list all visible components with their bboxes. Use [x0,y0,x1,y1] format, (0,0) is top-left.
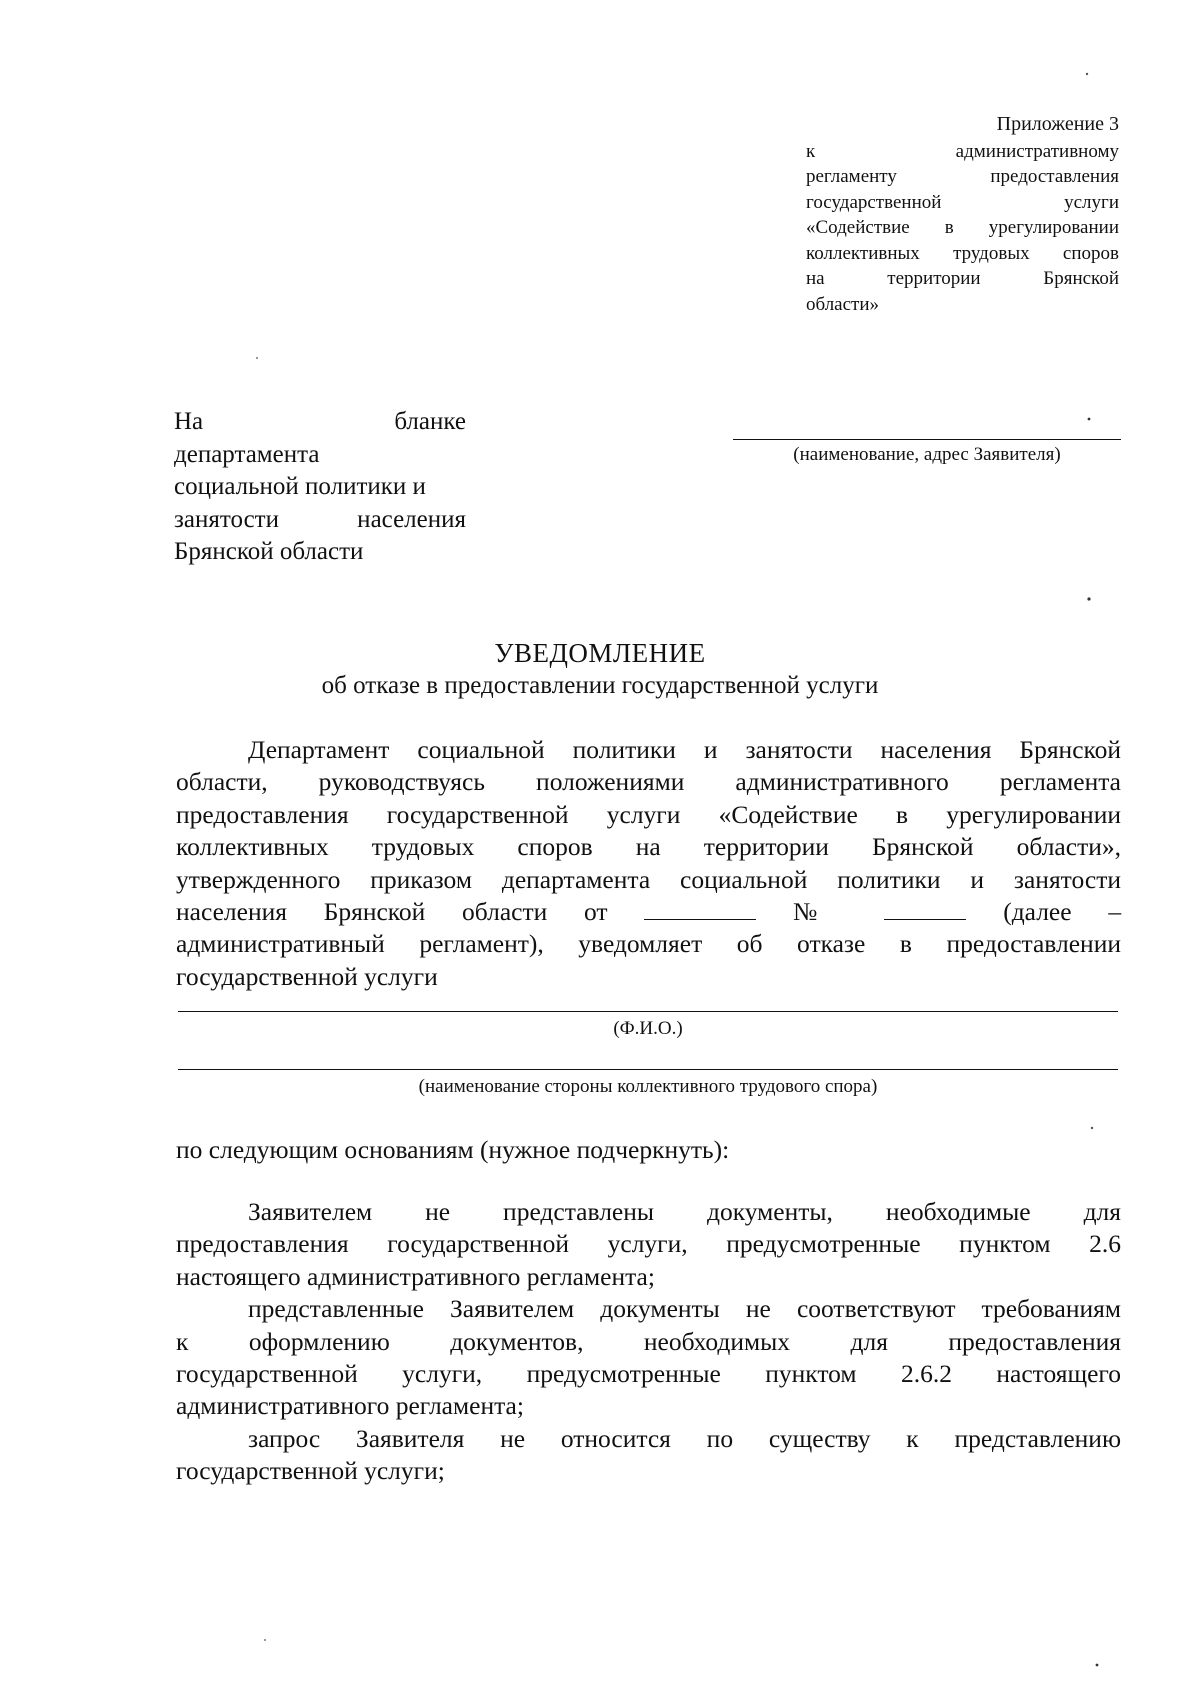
intro-line: Департамент социальной политики и занятости населения Брянской [248,735,1121,764]
appendix-line: регламенту предоставления [806,166,1119,187]
appendix-line: на территории Брянской [806,268,1119,289]
intro-line: административный регламент), уведомляет об отказе в предоставлении [176,929,1121,959]
intro-word: области [462,897,548,927]
appendix-line: «Содействие в урегулировании [806,217,1119,238]
notice-subtitle: об отказе в предоставлении государственной услуги [321,672,879,699]
party-caption: (наименование стороны коллективного трудового спора) [418,1076,878,1097]
intro-line: государственной услуги [176,961,438,991]
appendix-line: к административному [806,140,1119,162]
ground-line: государственной услуги; [176,1456,445,1486]
ground-line: Заявителем не представлены документы, необходимые для [248,1197,1121,1226]
ground-line: государственной услуги, предусмотренные пунктом 2.6.2 настоящего [176,1359,1121,1389]
ground-line: настоящего административного регламента; [176,1261,655,1291]
appendix-line: государственной услуги [806,191,1119,213]
letterhead-line: Брянской области [174,538,364,565]
fio-caption: (Ф.И.О.) [613,1018,683,1039]
appendix-line: области» [806,293,880,315]
letterhead-line: социальной политики и [174,473,426,500]
intro-word: населения [176,897,287,927]
appendix-line: коллективных трудовых споров [806,242,1119,264]
letterhead-line: департамента [174,440,320,468]
letterhead-line: занятости населения [174,505,466,533]
intro-word: (далее [1003,897,1072,927]
number-sign: № [793,897,848,927]
ground-line: запрос Заявителя не относится по существу к представлению [248,1423,1121,1453]
intro-word: Брянской [323,897,426,927]
intro-line: предоставления государственной услуги «Содействие в урегулировании [176,799,1121,829]
appendix-title: Приложение 3 [996,113,1119,135]
intro-line: области, руководствуясь положениями административного регламента [176,767,1121,797]
ground-line: предоставления государственной услуги, предусмотренные пунктом 2.6 [176,1229,1121,1259]
ground-line: представленные Заявителем документы не соответствуют требованиям [248,1294,1121,1324]
intro-word: от [584,897,608,927]
ground-line: к оформлению документов, необходимых для предоставления [176,1326,1121,1356]
intro-dash: – [1108,897,1122,927]
letterhead-line: На бланке [174,408,466,435]
intro-line: утвержденного приказом департамента социальной политики и занятости [176,864,1121,894]
ground-line: административного регламента; [176,1391,524,1421]
applicant-caption: (наименование, адрес Заявителя) [793,444,1061,465]
notice-title: УВЕДОМЛЕНИЕ [494,638,706,668]
intro-line: коллективных трудовых споров на территории Брянской области», [176,832,1121,862]
grounds-lead: по следующим основаниям (нужное подчеркнуть): [176,1135,730,1164]
